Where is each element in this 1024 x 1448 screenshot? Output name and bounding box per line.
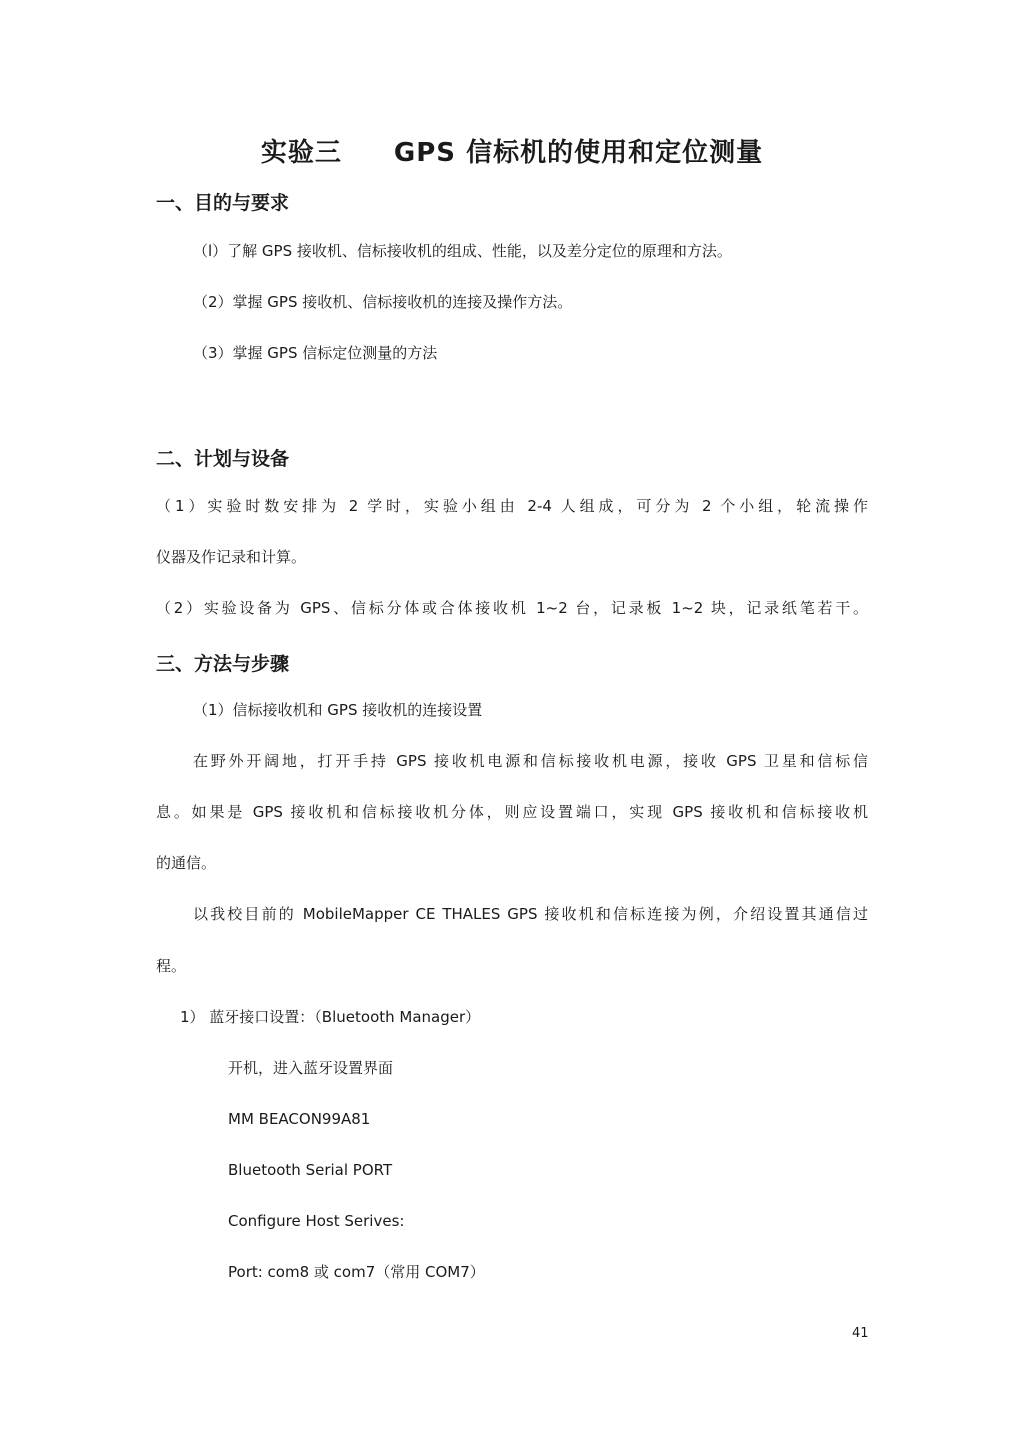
page-title [0, 132, 1024, 169]
method-paragraph-2-line-2: 程。 [156, 957, 187, 975]
step-1-line: Bluetooth Serial PORT [228, 1161, 393, 1179]
section-heading-method: 三、方法与步骤 [156, 653, 290, 675]
plan-item-1-line-2: 仪器及作记录和计算。 [156, 548, 307, 566]
title-experiment-number: 实验三 [260, 138, 342, 168]
step-1-line: Port: com8 或 com7（常用 COM7） [228, 1263, 485, 1281]
section-heading-plan: 二、计划与设备 [156, 448, 290, 470]
step-1-line: 开机，进入蓝牙设置界面 [228, 1059, 394, 1077]
method-paragraph-1-line-1: 在野外开阔地，打开手持 GPS 接收机电源和信标接收机电源，接收 GPS 卫星和信标信 [193, 752, 868, 770]
step-1-line: Configure Host Serives: [228, 1212, 405, 1230]
method-paragraph-1-line-2: 息。如果是 GPS 接收机和信标接收机分体，则应设置端口，实现 GPS 接收机和信标接收机 [156, 803, 868, 821]
title-experiment-name: GPS 信标机的使用和定位测量 [393, 138, 764, 168]
purpose-item-3: （3）掌握 GPS 信标定位测量的方法 [193, 344, 438, 362]
plan-item-1-line-1: （1）实验时数安排为 2 学时，实验小组由 2-4 人组成，可分为 2 个小组，轮流操作 [156, 497, 868, 515]
plan-item-2: （2）实验设备为 GPS、信标分体或合体接收机 1~2 台，记录板 1~2 块，记录纸笔若干。 [156, 599, 868, 617]
purpose-item-2: （2）掌握 GPS 接收机、信标接收机的连接及操作方法。 [193, 293, 573, 311]
method-subheading-1: （1）信标接收机和 GPS 接收机的连接设置 [193, 701, 483, 719]
page-number: 41 [852, 1326, 869, 1341]
method-paragraph-2-line-1: 以我校目前的 MobileMapper CE THALES GPS 接收机和信标连接为例，介绍设置其通信过 [193, 905, 868, 923]
method-paragraph-1-line-3: 的通信。 [156, 854, 217, 872]
section-heading-purpose: 一、目的与要求 [156, 192, 290, 214]
purpose-item-1: （l）了解 GPS 接收机、信标接收机的组成、性能，以及差分定位的原理和方法。 [193, 242, 732, 260]
step-1-heading: 1） 蓝牙接口设置：（Bluetooth Manager） [180, 1008, 481, 1026]
step-1-line: MM BEACON99A81 [228, 1110, 371, 1128]
